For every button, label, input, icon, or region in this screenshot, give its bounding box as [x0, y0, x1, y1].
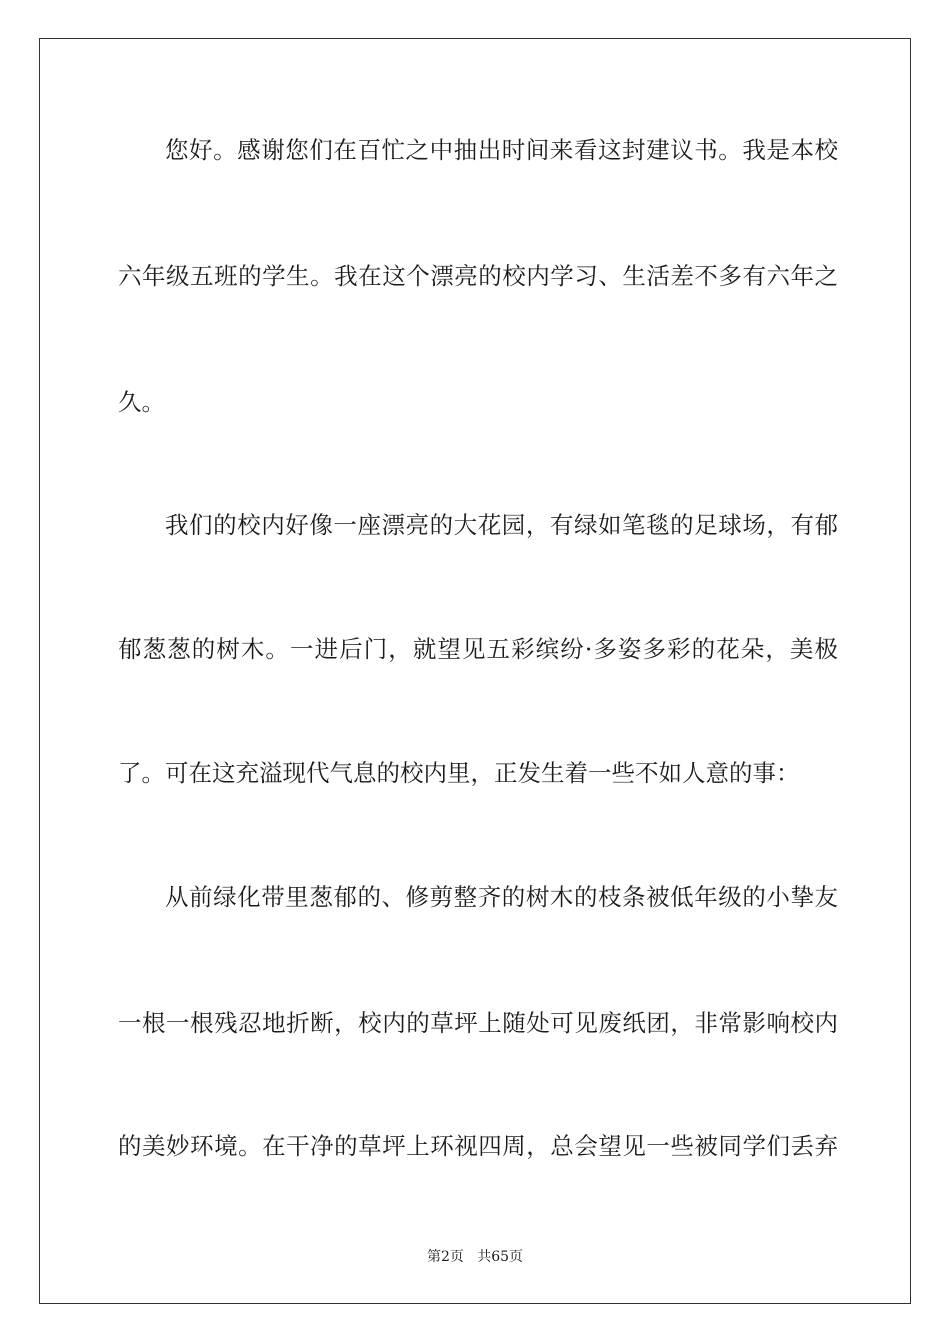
paragraph-3-line-3: 的美妙环境。在干净的草坪上环视四周，总会望见一些被同学们丢弃 [118, 1132, 838, 1160]
paragraph-1-line-2: 六年级五班的学生。我在这个漂亮的校内学习、生活差不多有六年之 [118, 262, 838, 290]
page-border [39, 38, 911, 1304]
paragraph-3-line-2: 一根一根残忍地折断，校内的草坪上随处可见废纸团，非常影响校内 [118, 1009, 838, 1037]
paragraph-2-line-1: 我们的校内好像一座漂亮的大花园，有绿如笔毯的足球场，有郁 [165, 511, 838, 539]
paragraph-2-line-3: 了。可在这充溢现代气息的校内里，正发生着一些不如人意的事： [118, 759, 800, 787]
paragraph-1-line-1: 您好。感谢您们在百忙之中抽出时间来看这封建议书。我是本校 [165, 136, 838, 164]
paragraph-2-line-2: 郁葱葱的树木。一进后门，就望见五彩缤纷·多姿多彩的花朵，美极 [118, 635, 838, 663]
page-footer: 第2页 共65页 [426, 1249, 524, 1265]
paragraph-3-line-1: 从前绿化带里葱郁的、修剪整齐的树木的枝条被低年级的小挚友 [165, 883, 838, 911]
paragraph-1-line-3: 久。 [118, 388, 165, 416]
